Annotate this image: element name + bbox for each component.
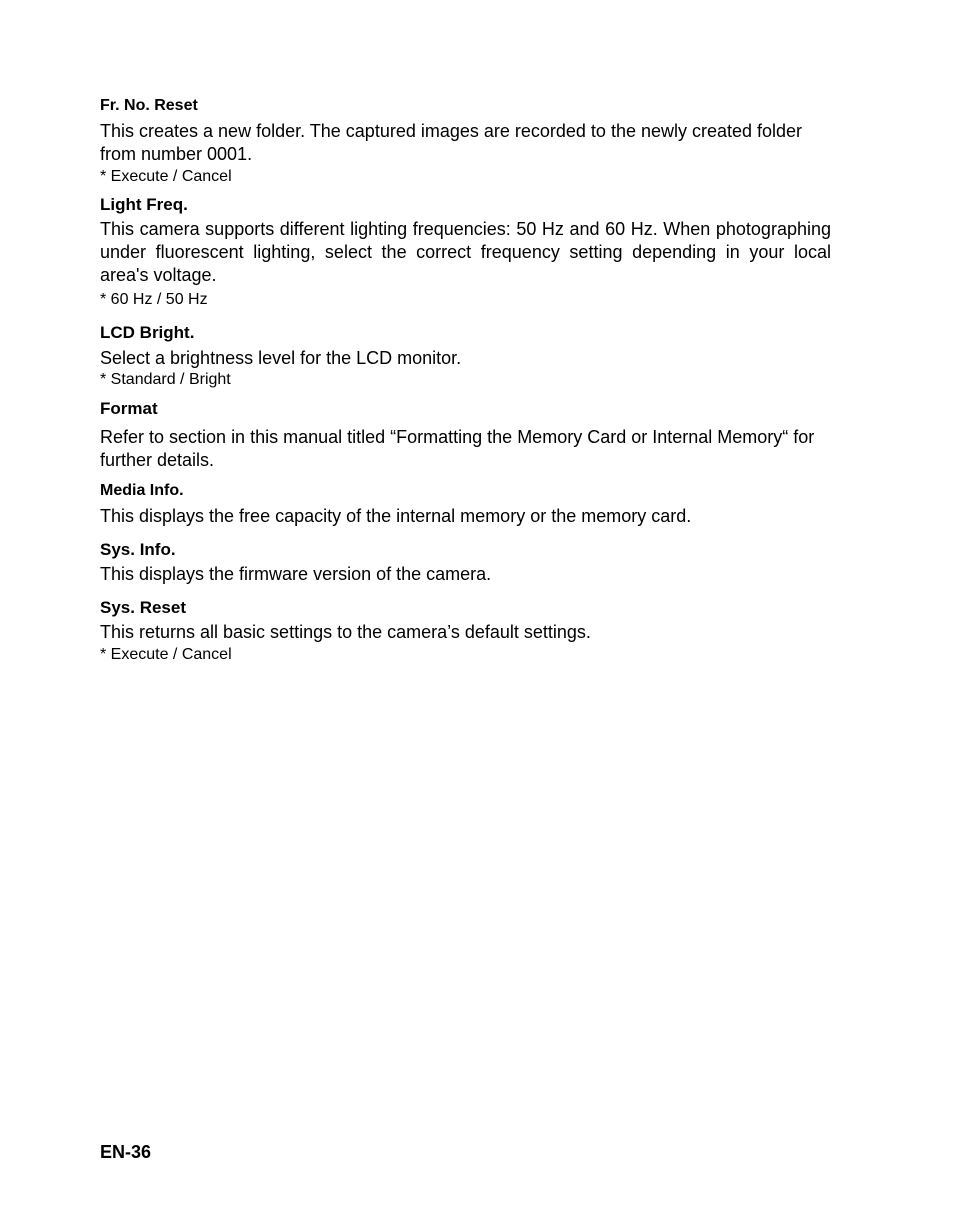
section-body-media-info: This displays the free capacity of the internal memory or the memory card.	[100, 506, 692, 526]
section-options-light-freq: * 60 Hz / 50 Hz	[100, 291, 208, 308]
section-heading-format: Format	[100, 399, 158, 418]
section-heading-media-info: Media Info.	[100, 482, 184, 499]
section-options-lcd-bright: * Standard / Bright	[100, 371, 231, 388]
section-body-sys-reset: This returns all basic settings to the camera’s default settings.	[100, 622, 591, 642]
section-heading-sys-reset: Sys. Reset	[100, 598, 186, 617]
section-heading-sys-info: Sys. Info.	[100, 540, 176, 559]
section-body-fr-no-reset: This creates a new folder. The captured images are recorded to the newly created folder from number 0001.	[100, 121, 803, 164]
section-body-lcd-bright: Select a brightness level for the LCD monitor.	[100, 348, 462, 368]
section-heading-lcd-bright: LCD Bright.	[100, 323, 195, 342]
section-body-format: Refer to section in this manual titled “Formatting the Memory Card or Internal Memory“ for further details.	[100, 427, 815, 470]
section-options-sys-reset: * Execute / Cancel	[100, 646, 232, 663]
section-options-fr-no-reset: * Execute / Cancel	[100, 168, 232, 185]
page-number: EN-36	[100, 1142, 152, 1162]
section-heading-fr-no-reset: Fr. No. Reset	[100, 97, 198, 114]
section-body-sys-info: This displays the firmware version of the camera.	[100, 564, 492, 584]
section-body-light-freq: This camera supports different lighting frequencies: 50 Hz and 60 Hz. When photographing under fluorescent lighting, select the correct frequency setting depending in your local area's voltage.	[100, 219, 831, 285]
section-heading-light-freq: Light Freq.	[100, 195, 188, 214]
